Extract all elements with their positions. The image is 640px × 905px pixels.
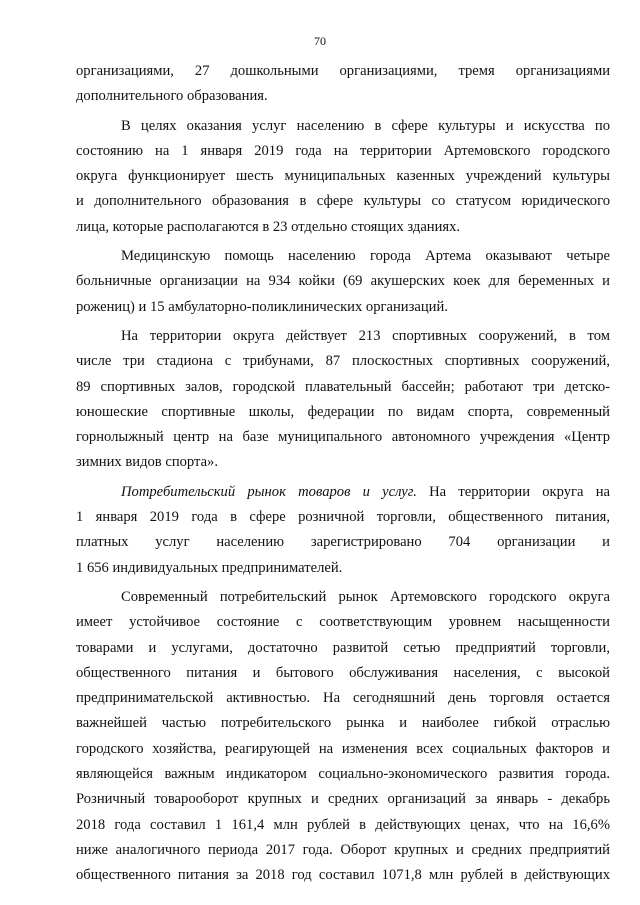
paragraph-culture: [76, 114, 610, 240]
paragraph-healthcare: [76, 244, 610, 320]
text-line: городского хозяйства, реагирующей на изменения всех социальных факторов и: [76, 740, 610, 757]
paragraph-sports: [76, 324, 610, 476]
text-line: В целях оказания услуг населению в сфере культуры и искусства по: [121, 117, 610, 134]
page-number: 70: [314, 34, 326, 48]
paragraph-consumer-market-heading: [76, 480, 610, 581]
text-line: Розничный товарооборот крупных и средних организаций за январь - декабрь: [76, 791, 610, 808]
text-line: состоянию на 1 января 2019 года на территории Артемовского городского: [76, 142, 610, 159]
text-line: ниже аналогичного периода 2017 года. Оборот крупных и средних предприятий: [76, 841, 610, 858]
text-line: платных услуг населению зарегистрировано 704 организации и: [76, 534, 610, 551]
text-line: являющейся важным индикатором социально-экономического развития города.: [76, 766, 610, 783]
section-heading-italic: Потребительский рынок товаров и услуг.: [121, 483, 417, 500]
text-line: округа функционирует шесть муниципальных казенных учреждений культуры: [76, 168, 610, 185]
text-line: организациями, 27 дошкольными организациями, тремя организациями: [76, 63, 610, 79]
text-line: На территории округа действует 213 спортивных сооружений, в том: [121, 327, 610, 344]
text-line: Медицинскую помощь населению города Артема оказывают четыре: [121, 248, 610, 265]
document-body: [76, 59, 610, 889]
text-line: зимних видов спорта».: [76, 454, 219, 471]
text-line: юношеские спортивные школы, федерации по видам спорта, современный: [76, 403, 610, 420]
text-line: важнейшей частью потребительского рынка и наиболее гибкой отраслью: [76, 715, 610, 732]
text-line: предпринимательской активностью. На сегодняшний день торговля остается: [76, 690, 610, 707]
text-line: больничные организации на 934 койки (69 акушерских коек для беременных и: [76, 273, 610, 290]
text-line: Современный потребительский рынок Артемовского городского округа: [121, 588, 610, 605]
paragraph-education-continuation: [76, 59, 610, 110]
text-line: 2018 года составил 1 161,4 млн рублей в действующих ценах, что на 16,6%: [76, 816, 610, 833]
text-line: лица, которые располагаются в 23 отдельно стоящих зданиях.: [76, 218, 461, 235]
text-line: товарами и услугами, достаточно развитой сетью предприятий торговли,: [76, 639, 610, 656]
text-line: 89 спортивных залов, городской плавательный бассейн; работают три детско-: [76, 378, 610, 395]
text-line: горнолыжный центр на базе муниципального автономного учреждения «Центр: [76, 429, 610, 446]
text-line: имеет устойчивое состояние с соответствующим уровнем насыщенности: [76, 614, 610, 631]
text-line: общественного питания и бытового обслуживания населения, с высокой: [76, 664, 610, 681]
text-line: [76, 480, 610, 505]
text-line: общественного питания за 2018 год составил 1071,8 млн рублей в действующих: [76, 867, 610, 884]
text-line: рожениц) и 15 амбулаторно-поликлинических организаций.: [76, 298, 448, 315]
text-line: и дополнительного образования в сфере культуры со статусом юридического: [76, 193, 610, 210]
text-line: числе три стадиона с трибунами, 87 плоскостных спортивных сооружений,: [76, 353, 610, 370]
text-line: 1 656 индивидуальных предпринимателей.: [76, 559, 343, 576]
text-fragment: На территории округа на: [429, 483, 610, 500]
text-line: 1 января 2019 года в сфере розничной торговли, общественного питания,: [76, 509, 610, 526]
text-line: дополнительного образования.: [76, 88, 268, 105]
paragraph-consumer-market: [76, 585, 610, 889]
